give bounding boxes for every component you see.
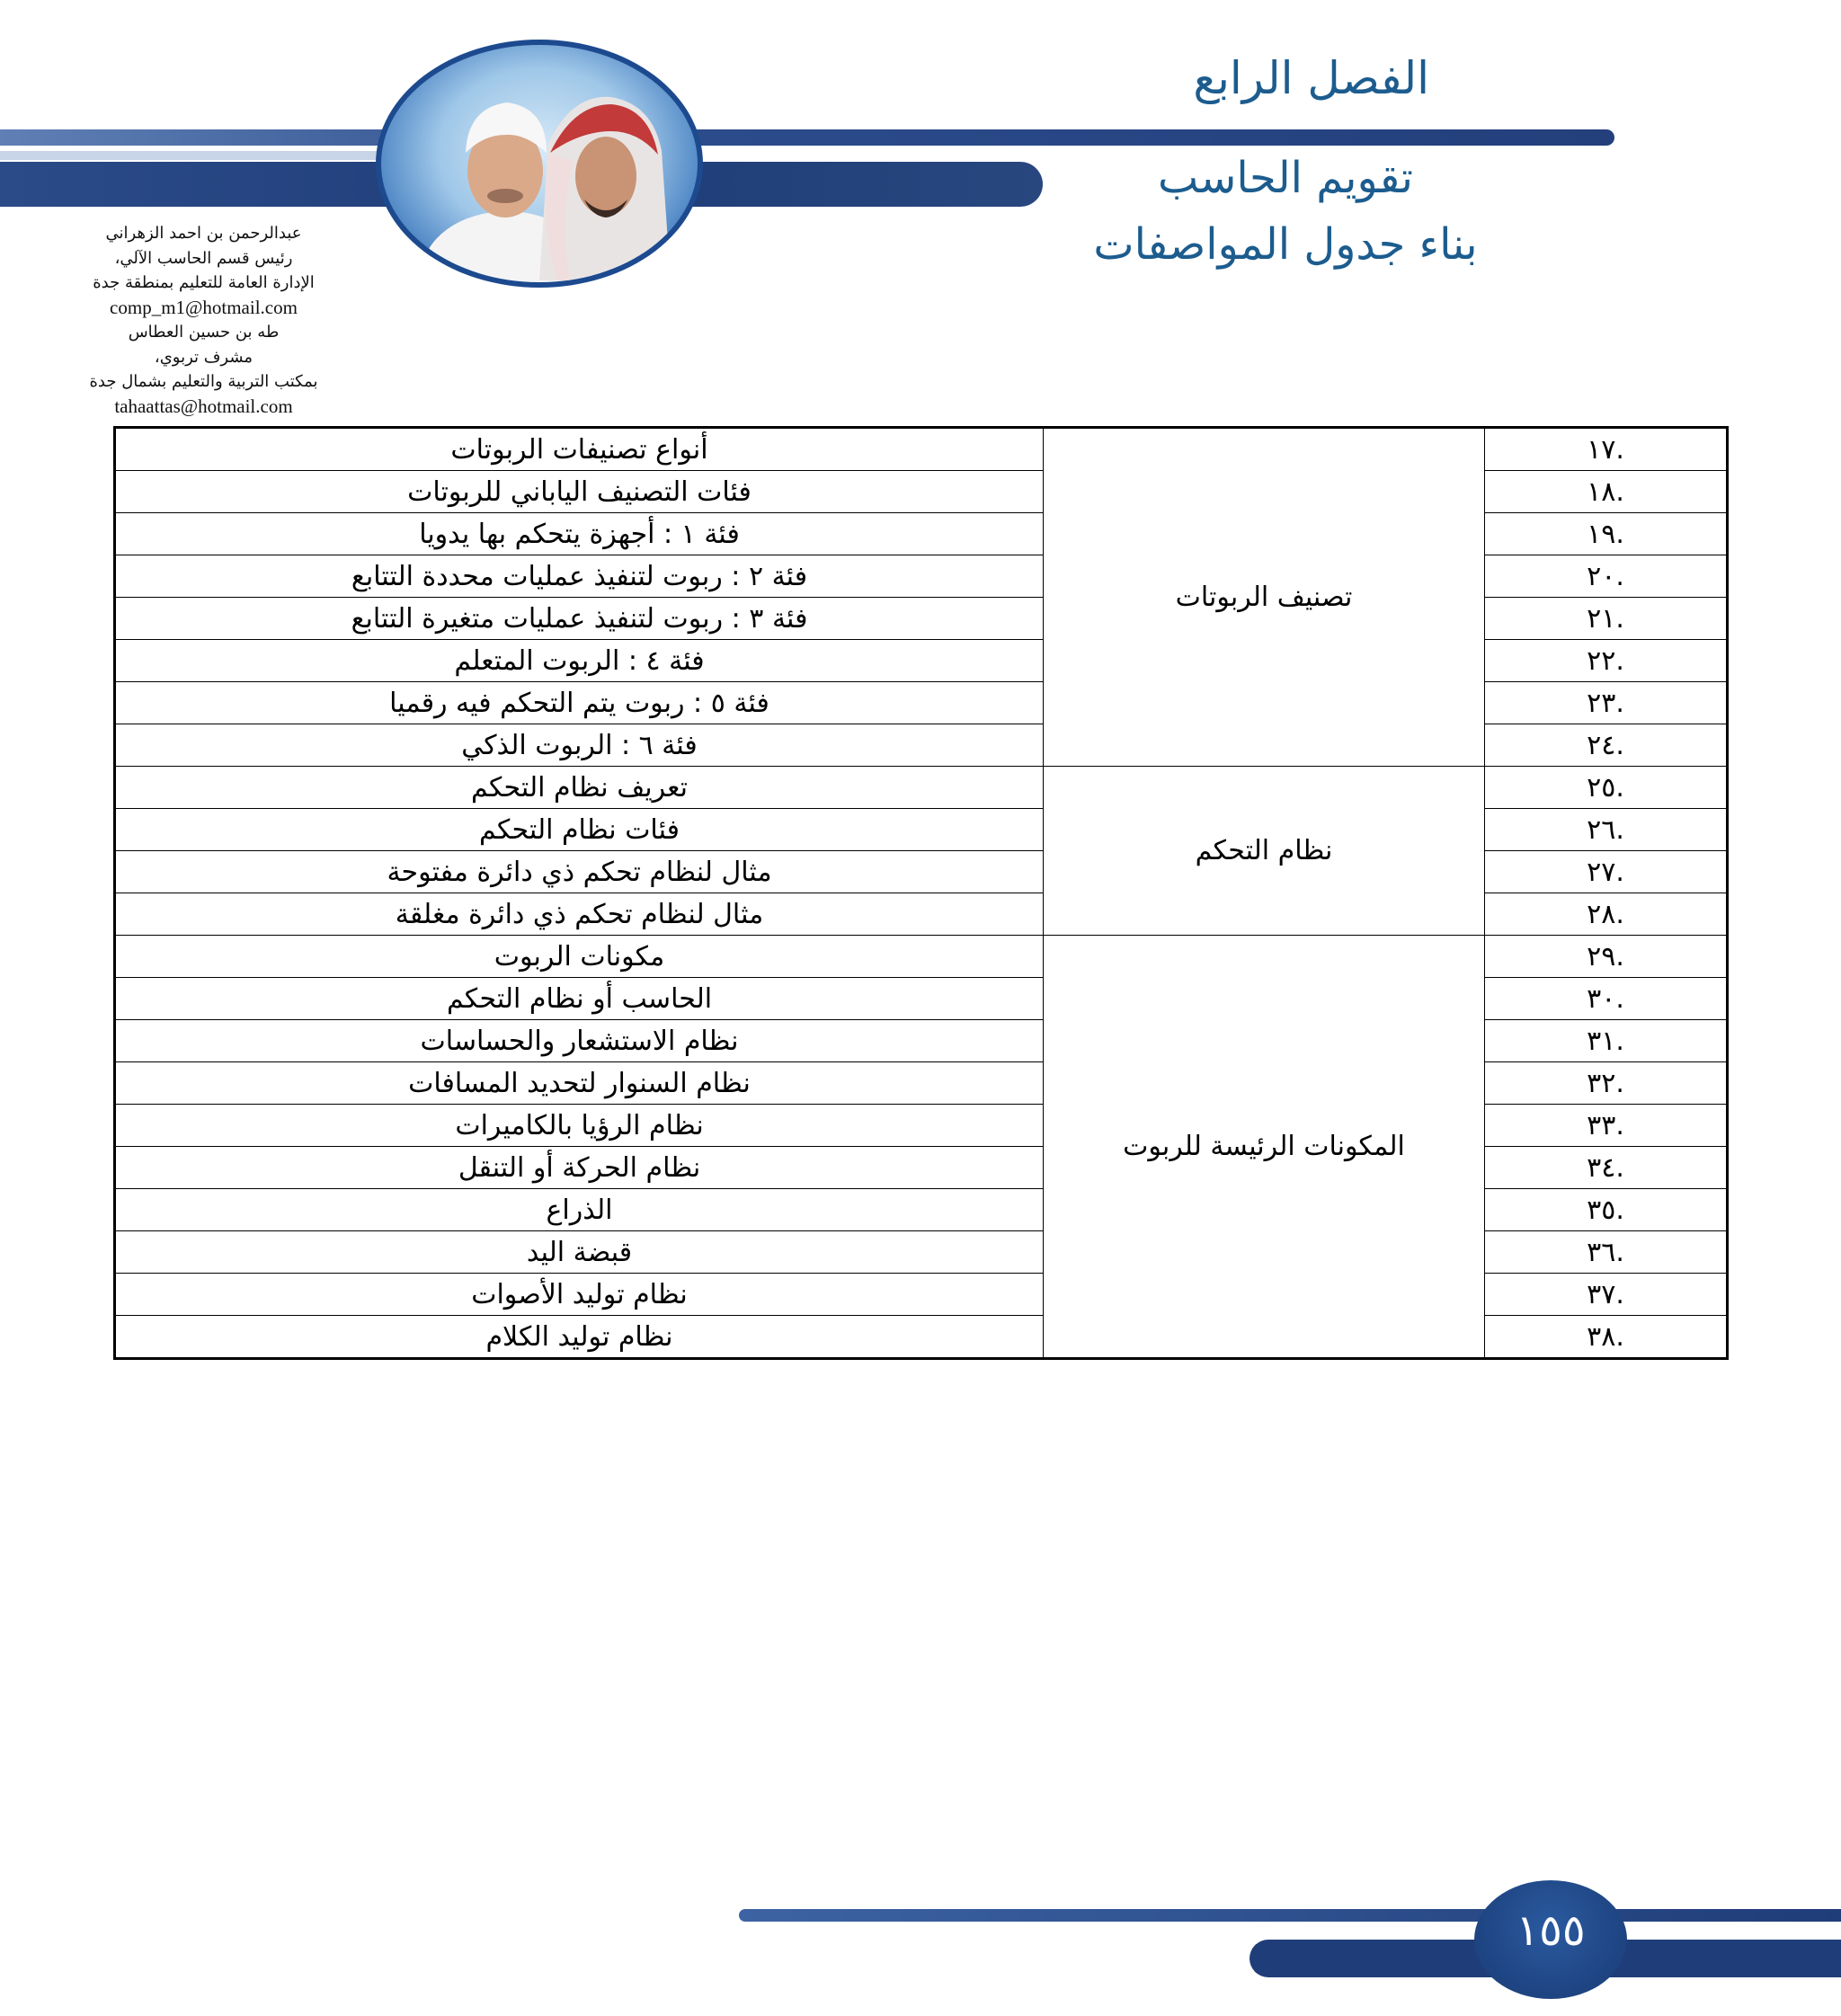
topic-cell: مثال لنظام تحكم ذي دائرة مفتوحة [115, 851, 1044, 893]
row-number: .١٩ [1485, 513, 1728, 555]
row-number: .٢٤ [1485, 724, 1728, 767]
row-number: .٢٣ [1485, 682, 1728, 724]
author-credits [76, 221, 332, 419]
header-stripe-top [0, 129, 1614, 146]
topic-cell: فئة ٤ : الربوت المتعلم [115, 640, 1044, 682]
section-title: تقويم الحاسب [1158, 153, 1413, 203]
row-number: .٢٦ [1485, 809, 1728, 851]
row-number: .٣٥ [1485, 1189, 1728, 1231]
author1-org: الإدارة العامة للتعليم بمنطقة جدة [93, 273, 315, 292]
table-row [115, 682, 1728, 724]
topic-cell: مثال لنظام تحكم ذي دائرة مغلقة [115, 893, 1044, 936]
table-row [115, 640, 1728, 682]
topic-cell: نظام الاستشعار والحساسات [115, 1020, 1044, 1062]
author1-role: رئيس قسم الحاسب الآلي، [114, 248, 293, 268]
row-number: .٣٧ [1485, 1274, 1728, 1316]
table-row [115, 978, 1728, 1020]
row-number: .٣٣ [1485, 1105, 1728, 1147]
specification-table [113, 426, 1729, 1360]
table-row [115, 1316, 1728, 1359]
row-number: .١٧ [1485, 428, 1728, 471]
topic-cell: الحاسب أو نظام التحكم [115, 978, 1044, 1020]
authors-photo-illustration [381, 45, 698, 282]
topic-cell: فئات نظام التحكم [115, 809, 1044, 851]
page-number: ١٥٥ [1516, 1905, 1586, 1956]
table-row [115, 767, 1728, 809]
topic-cell: فئات التصنيف الياباني للربوتات [115, 471, 1044, 513]
author2-email: tahaattas@hotmail.com [114, 395, 293, 417]
row-number: .٣٠ [1485, 978, 1728, 1020]
table-row [115, 1147, 1728, 1189]
topic-cell: نظام الرؤيا بالكاميرات [115, 1105, 1044, 1147]
topic-cell: نظام توليد الكلام [115, 1316, 1044, 1359]
author2-org: بمكتب التربية والتعليم بشمال جدة [89, 372, 318, 391]
authors-photo [376, 40, 703, 288]
topic-cell: فئة ٣ : ربوت لتنفيذ عمليات متغيرة التتابع [115, 598, 1044, 640]
table-row [115, 1105, 1728, 1147]
row-number: .٣٢ [1485, 1062, 1728, 1105]
table-row [115, 1274, 1728, 1316]
table-row [115, 1189, 1728, 1231]
table-row [115, 471, 1728, 513]
author1-email: comp_m1@hotmail.com [110, 296, 298, 318]
row-number: .٣١ [1485, 1020, 1728, 1062]
chapter-title: الفصل الرابع [1193, 52, 1429, 104]
category-cell: المكونات الرئيسة للربوت [1044, 936, 1485, 1359]
row-number: .٢١ [1485, 598, 1728, 640]
topic-cell: نظام الحركة أو التنقل [115, 1147, 1044, 1189]
table-row [115, 936, 1728, 978]
table-row [115, 851, 1728, 893]
section-subtitle: بناء جدول المواصفات [1093, 219, 1478, 270]
topic-cell: نظام توليد الأصوات [115, 1274, 1044, 1316]
row-number: .٢٧ [1485, 851, 1728, 893]
row-number: .٢٨ [1485, 893, 1728, 936]
row-number: .٢٥ [1485, 767, 1728, 809]
topic-cell: الذراع [115, 1189, 1044, 1231]
topic-cell: أنواع تصنيفات الربوتات [115, 428, 1044, 471]
topic-cell: نظام السنوار لتحديد المسافات [115, 1062, 1044, 1105]
row-number: .٢٢ [1485, 640, 1728, 682]
topic-cell: قبضة اليد [115, 1231, 1044, 1274]
row-number: .٢٠ [1485, 555, 1728, 598]
topic-cell: تعريف نظام التحكم [115, 767, 1044, 809]
table-row [115, 1062, 1728, 1105]
topic-cell: فئة ١ : أجهزة يتحكم بها يدويا [115, 513, 1044, 555]
category-cell: تصنيف الربوتات [1044, 428, 1485, 767]
topic-cell: فئة ٢ : ربوت لتنفيذ عمليات محددة التتابع [115, 555, 1044, 598]
topic-cell: فئة ٥ : ربوت يتم التحكم فيه رقميا [115, 682, 1044, 724]
author2-name: طه بن حسين العطاس [128, 323, 280, 342]
table-row [115, 555, 1728, 598]
table-row [115, 513, 1728, 555]
table-row [115, 809, 1728, 851]
table-row [115, 428, 1728, 471]
row-number: .٢٩ [1485, 936, 1728, 978]
author2-role: مشرف تربوي، [154, 347, 253, 367]
category-cell: نظام التحكم [1044, 767, 1485, 936]
row-number: .١٨ [1485, 471, 1728, 513]
row-number: .٣٤ [1485, 1147, 1728, 1189]
header-stripe-light [0, 151, 414, 160]
table-row [115, 598, 1728, 640]
row-number: .٣٨ [1485, 1316, 1728, 1359]
row-number: .٣٦ [1485, 1231, 1728, 1274]
topic-cell: مكونات الربوت [115, 936, 1044, 978]
topic-cell: فئة ٦ : الربوت الذكي [115, 724, 1044, 767]
table-row [115, 893, 1728, 936]
author1-name: عبدالرحمن بن احمد الزهراني [105, 224, 302, 243]
footer-stripe-thin [739, 1909, 1841, 1922]
table-row [115, 724, 1728, 767]
table-row [115, 1020, 1728, 1062]
table-row [115, 1231, 1728, 1274]
